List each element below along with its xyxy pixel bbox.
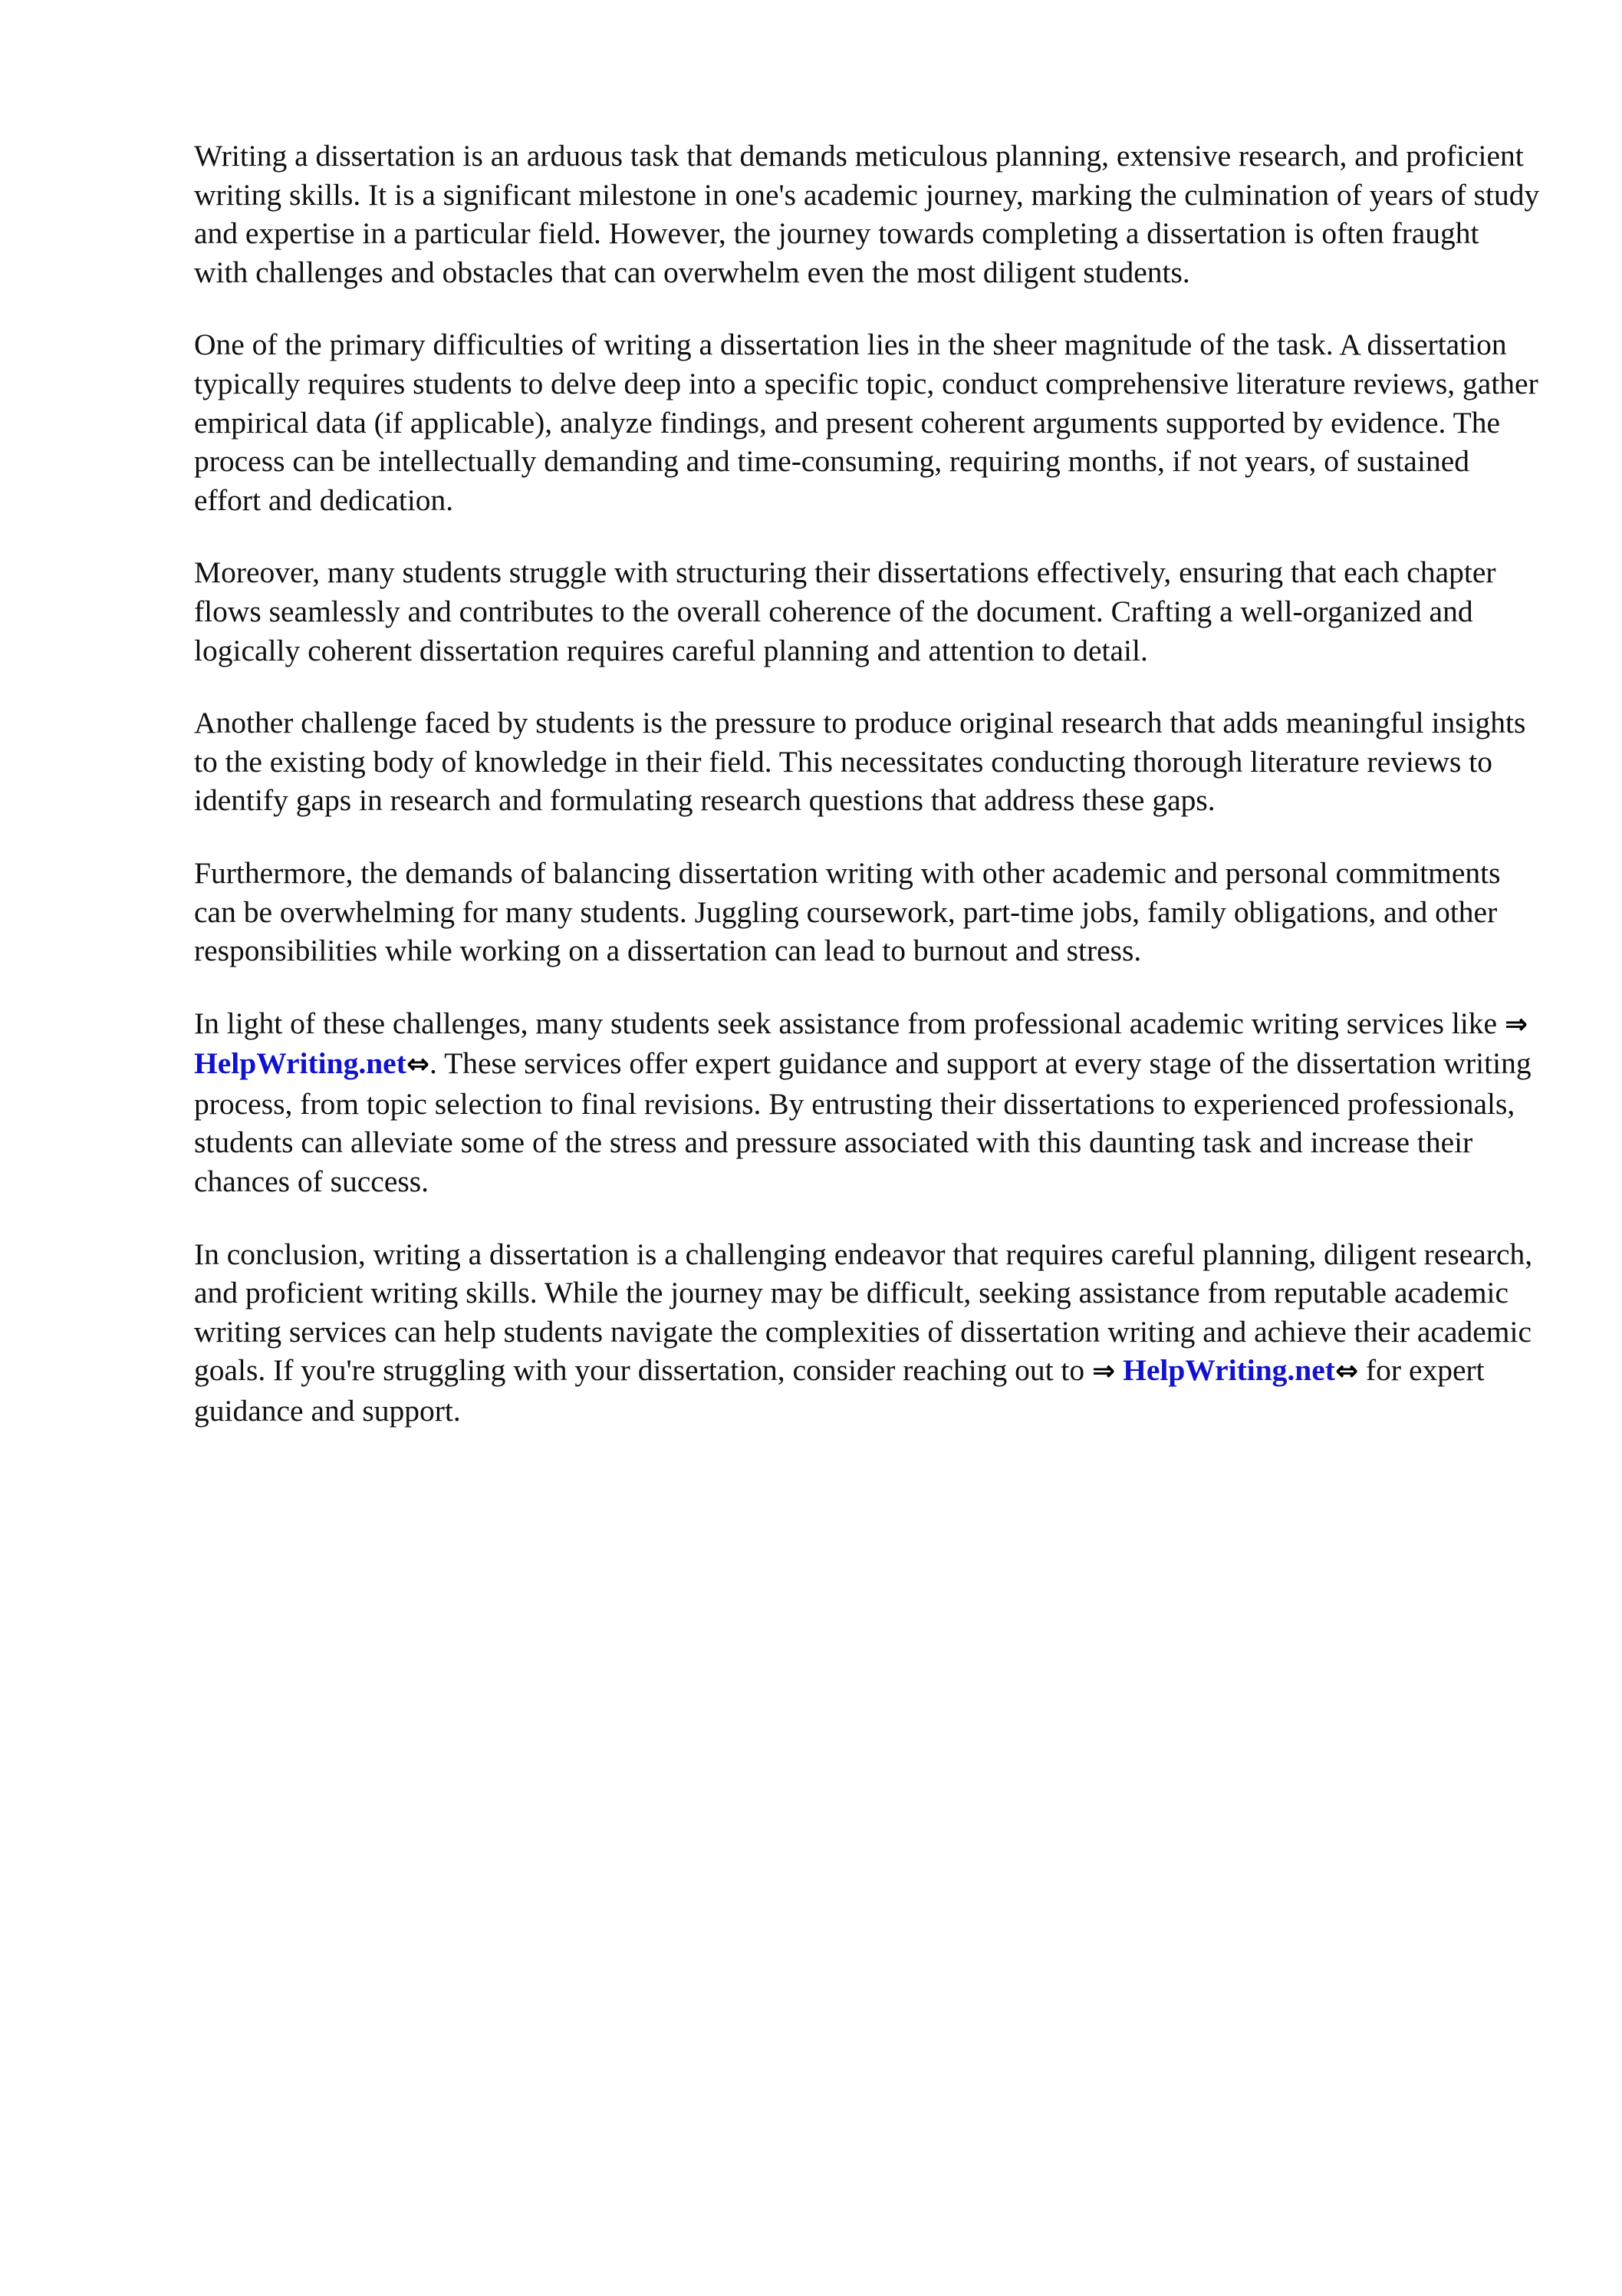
left-right-double-arrow-icon: ⇔	[406, 1049, 430, 1081]
paragraph-6	[194, 1004, 1540, 1201]
paragraph-7-text-before: In conclusion, writing a dissertation is a challenging endeavor that requires careful planning, diligent research, and proficient writing skills. While the journey may be difficult, seeking assistance from reputable academic writing services can help students navigate the complexities of dissertation writing and achieve their academic goals. If you're struggling with your dissertation, consider reaching out to	[194, 1237, 1533, 1388]
paragraph-6-text-before: In light of these challenges, many students seek assistance from professional academic writing services like	[194, 1006, 1505, 1040]
paragraph-1: Writing a dissertation is an arduous task that demands meticulous planning, extensive research, and proficient writing skills. It is a significant milestone in one's academic journey, marking the culmination of years of study and expertise in a particular field. However, the journey towards completing a dissertation is often fraught with challenges and obstacles that can overwhelm even the most diligent students.	[194, 139, 1540, 289]
helpwriting-link[interactable]: HelpWriting.net	[1123, 1353, 1335, 1388]
helpwriting-link[interactable]: HelpWriting.net	[194, 1046, 406, 1081]
left-right-double-arrow-icon: ⇔	[1334, 1356, 1359, 1388]
right-double-arrow-icon: ⇒	[1504, 1008, 1528, 1040]
paragraph-4: Another challenge faced by students is the pressure to produce original research that adds meaningful insights to the existing body of knowledge in their field. This necessitates conducting thorough literature reviews to identify gaps in research and formulating research questions that address these gaps.	[194, 706, 1526, 818]
paragraph-5: Furthermore, the demands of balancing dissertation writing with other academic and personal commitments can be overwhelming for many students. Juggling coursework, part-time jobs, family obligations, and other responsibilities while working on a dissertation can lead to burnout and stress.	[194, 855, 1501, 968]
paragraph-7-text-after: for expert guidance and support.	[194, 1353, 1485, 1428]
paragraph-2: One of the primary difficulties of writing a dissertation lies in the sheer magnitude of the task. A dissertation typically requires students to delve deep into a specific topic, conduct comprehensive literature reviews, gather empirical data (if applicable), analyze findings, and present coherent arguments supported by evidence. The process can be intellectually demanding and time-consuming, requiring months, if not years, of sustained effort and dedication.	[194, 328, 1538, 517]
paragraph-6-text-after: . These services offer expert guidance and support at every stage of the dissertation writing process, from topic selection to final revisions. By entrusting their dissertations to experienced professionals, students can alleviate some of the stress and pressure associated with this daunting task and increase their chances of success.	[194, 1046, 1532, 1199]
paragraph-7	[194, 1235, 1540, 1431]
document-body	[194, 137, 1540, 1464]
paragraph-3: Moreover, many students struggle with structuring their dissertations effectively, ensuring that each chapter flows seamlessly and contributes to the overall coherence of the document. Crafting a well-organized and logically coherent dissertation requires careful planning and attention to detail.	[194, 555, 1496, 667]
right-double-arrow-icon: ⇒	[1092, 1356, 1116, 1388]
